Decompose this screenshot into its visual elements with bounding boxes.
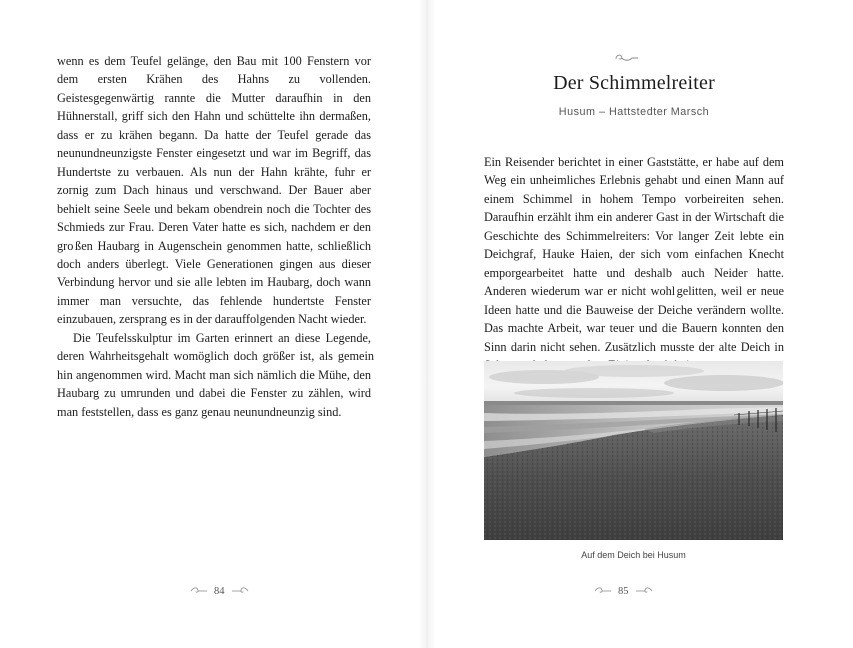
photo-caption: Auf dem Deich bei Husum [581,550,686,560]
chapter-title: Der Schimmelreiter [553,72,715,94]
text-line: Haubarg zu umrunden und dabei die Fenster zu zählen, wird man [57,386,371,419]
page-number-84: 84 [214,585,225,597]
text-line: Haien, der sich vom einfachen Knecht emporgearbeitet hatte und [484,247,784,280]
right-paragraph-1 [484,153,784,374]
text-line: deshalb auch Neider hatte. Anderen wiederum war er nicht wohl [484,265,784,299]
text-line: ersten Krähen des Hahns zu vollenden. Geistesgegenwärtig rannte [57,72,372,105]
scroll-ornament-icon [190,587,208,595]
text-line: zählt ihm ein anderer Gast in der Wirtschaft die Geschichte [484,210,784,243]
page-number-right [594,584,653,598]
text-line: ßen Haubarg in Augenschein genommen hatte, schließlich doch [57,238,372,271]
page-number-left [190,584,249,598]
left-page-body-text [57,52,375,421]
chapter-subtitle: Husum – Hattstedter Marsch [558,106,710,118]
text-line: Die Teufelsskulptur im Garten erinnert an diese Legende, [73,330,371,345]
text-line: gelitten, weil er neue Ideen hatte und die Bauweise der Deiche [484,284,784,317]
text-line: versuchte, das fehlende hundertste Fenster einzubauen, zersprang [57,293,371,327]
text-line: des Schimmelreiters: Vor langer Zeit lebte ein Deichgraf, Hauke [484,228,785,262]
text-line: deren Wahrheitsgehalt womöglich doch größer ist, als gemein [57,349,375,364]
left-paragraph-1 [57,52,371,329]
dike-landscape-image [484,361,783,540]
page-number-85: 85 [618,585,629,597]
text-line: die Mutter daraufhin in den Hühnerstall, griff sich den Hahn und [57,90,371,124]
text-line: schüttelte ihn dermaßen, dass er zu krähen begann. Da hatte der [57,109,371,142]
left-paragraph-2 [57,329,375,421]
dike-photo [484,361,783,540]
scroll-ornament-icon [594,587,612,595]
text-line: verändern wollte. Das machte Arbeit, war teuer und die Bauern [484,302,785,336]
text-line: es in der darauffolgenden Nacht wieder. [170,312,367,327]
text-line: Schmieds zur Frau. Deren Vater hatte es sich, nachdem er den gro [57,220,371,253]
text-line: Ein Reisender berichtet in einer Gaststätte, er habe auf dem Weg [484,155,784,188]
text-line: behielt seine Seele und bekam obendrein noch die Tochter des [57,201,371,216]
text-line: hervor und sie alle lebten im Haubarg, doch wann immer man [57,275,372,308]
text-line: konnten den Sinn darin nicht sehen. Zusätzlich musste der alte [484,321,784,354]
text-line: Teufel gerade das neunundneunzigste Fenster eingesetzt und war [57,127,371,161]
swirl-ornament-icon [614,52,640,64]
text-line: wenn es dem Teufel gelänge, den Bau mit 100 Fenstern vor dem [57,54,371,87]
right-page-body-text [484,153,784,374]
text-line: Schimmel in hohem Tempo vorbeireiten sehen. Daraufhin er [484,191,785,225]
text-line: feststellen, dass es ganz genau neunundneunzig sind. [81,404,342,419]
text-line: hin angenommen wird. Macht man sich nämlich die Mühe, den [57,367,371,382]
text-line: im Begriff, das Hundertste zu verbauen. Als nun der Hahn krähte, [57,146,371,179]
text-line: fuhr er zornig zum Dach hinaus und verschwand. Der Bauer aber [57,164,371,198]
scroll-ornament-icon [635,587,653,595]
book-gutter [419,0,435,648]
scroll-ornament-icon [231,587,249,595]
text-line: ein unheimliches Erlebnis gehabt und einen Mann auf einem [484,173,784,206]
text-line: anders überlegt. Viele Generationen gingen aus dieser Verbindung [57,256,371,290]
text-line: Deich in [740,339,784,354]
